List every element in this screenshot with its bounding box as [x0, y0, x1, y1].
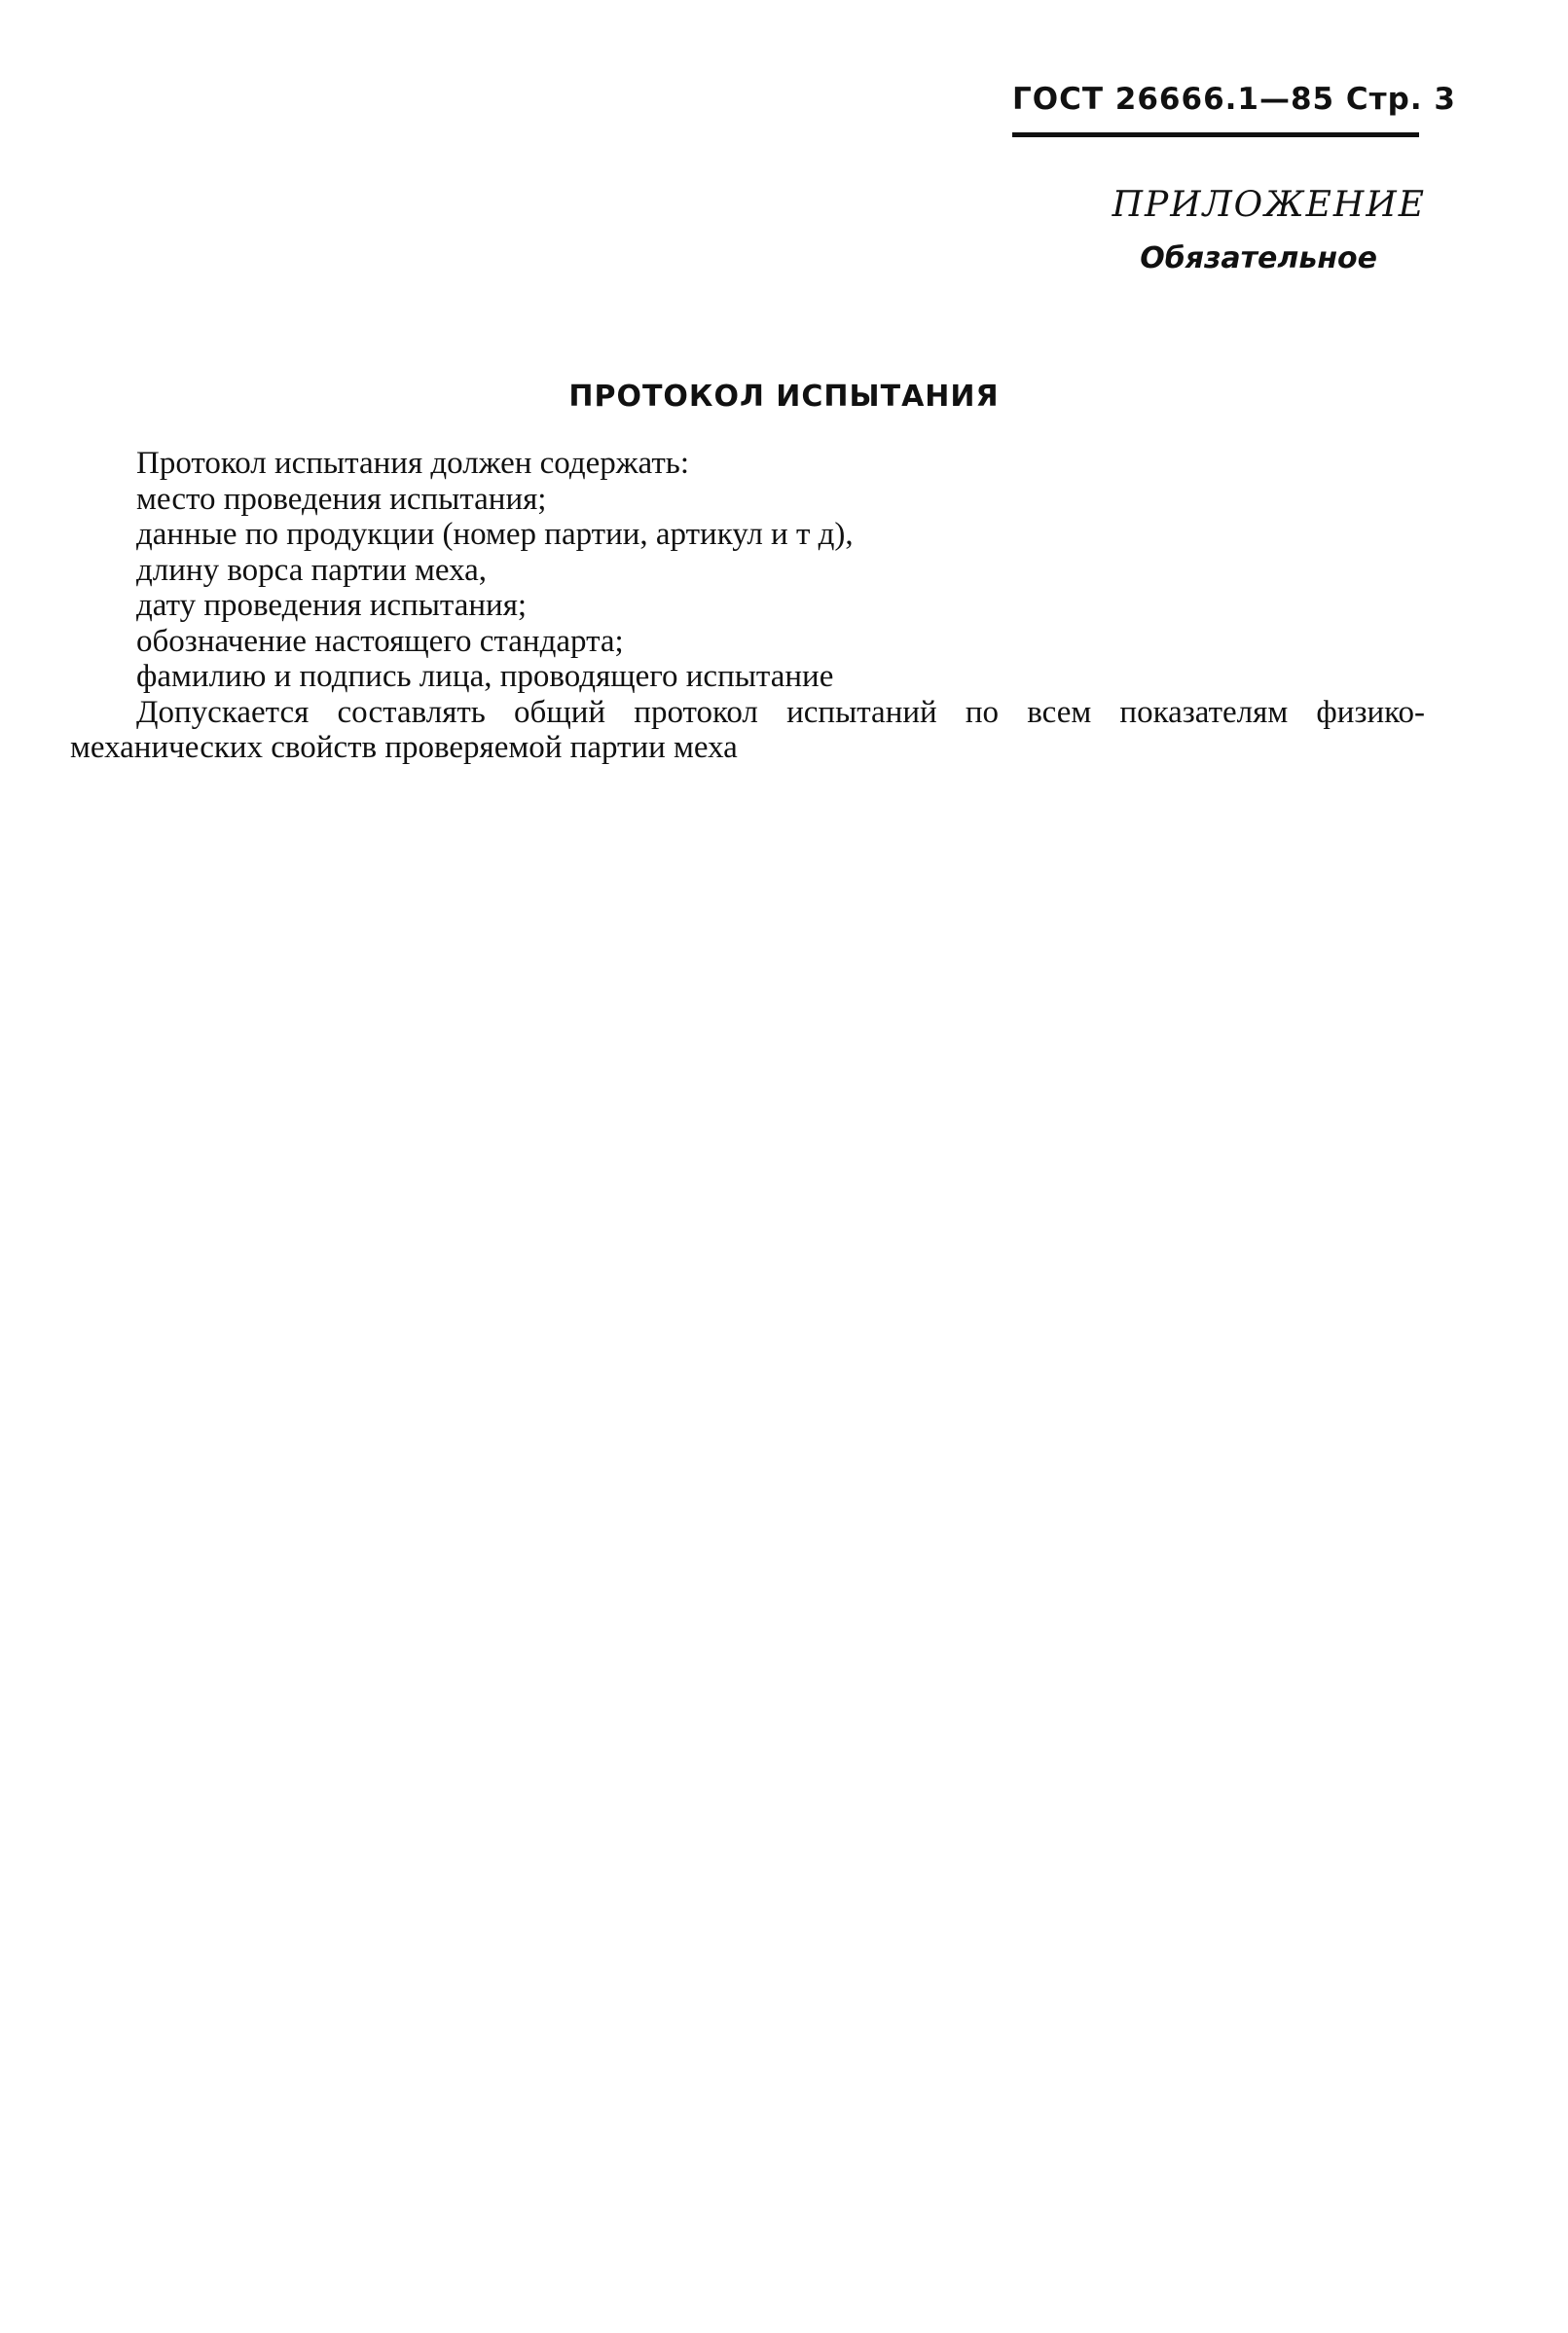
- protocol-item: фамилию и подпись лица, проводящего испытание: [136, 659, 834, 694]
- protocol-note: Допускается составлять общий протокол испытаний по всем показателям физико-механических свойств проверяемой партии меха: [70, 694, 1425, 765]
- protocol-item: обозначение настоящего стандарта;: [136, 623, 624, 659]
- protocol-intro: Протокол испытания должен содержать:: [136, 446, 689, 481]
- body-text: [70, 446, 1425, 766]
- page-header: ГОСТ 26666.1—85 Стр. 3: [1012, 82, 1456, 117]
- protocol-item: данные по продукции (номер партии, артикул и т д),: [136, 517, 854, 552]
- appendix-status: Обязательное: [1140, 241, 1377, 275]
- protocol-item: длину ворса партии меха,: [136, 552, 488, 588]
- section-title: ПРОТОКОЛ ИСПЫТАНИЯ: [568, 380, 1000, 414]
- appendix-label: ПРИЛОЖЕНИЕ: [1112, 185, 1426, 225]
- protocol-item: дату проведения испытания;: [136, 588, 528, 623]
- protocol-item: место проведения испытания;: [136, 481, 547, 517]
- header-rule: [1012, 132, 1419, 137]
